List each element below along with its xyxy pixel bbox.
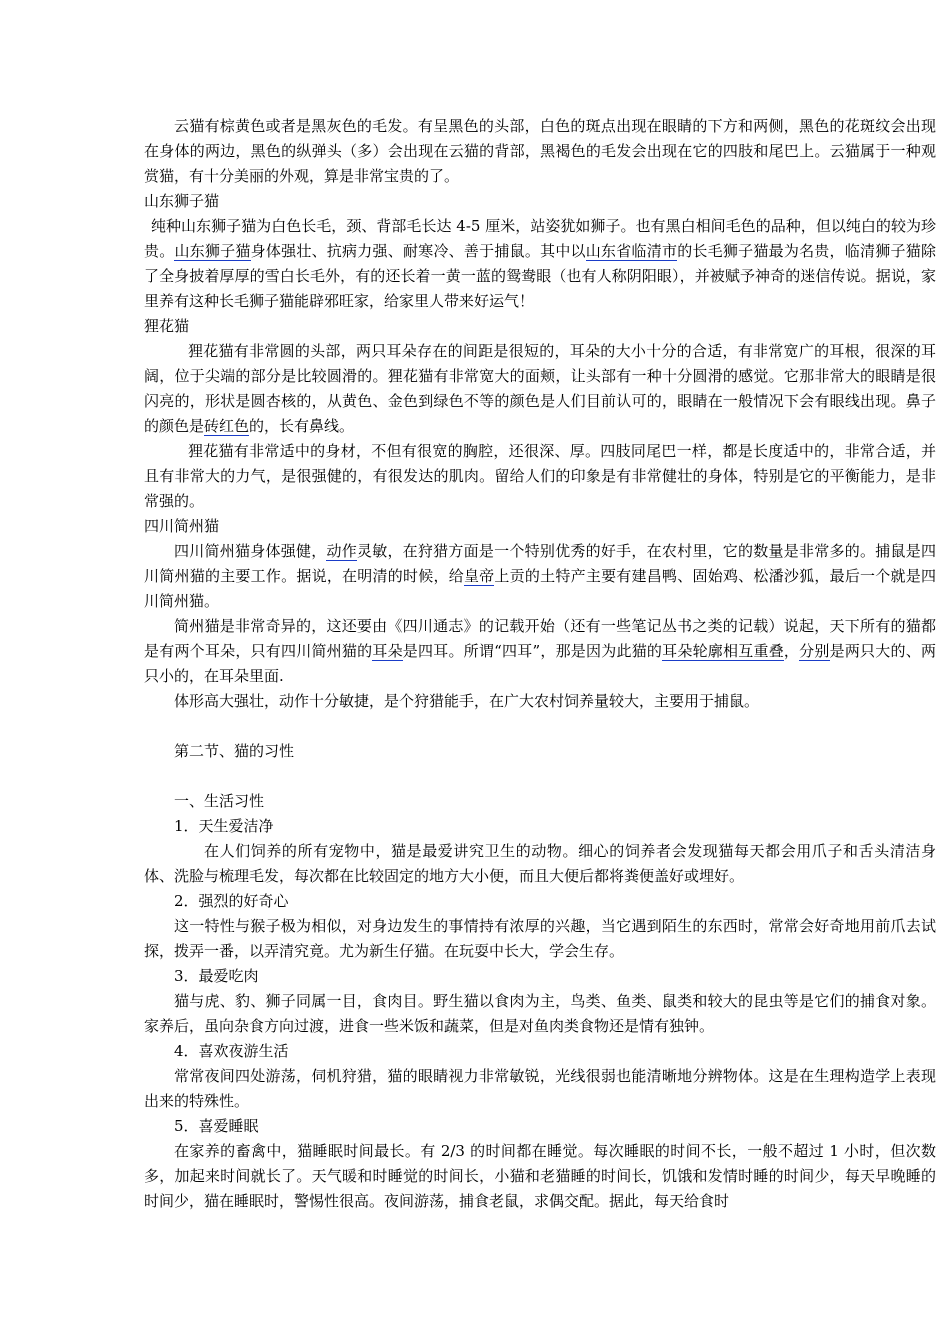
link-shandong-cat[interactable]: 山东狮子猫 — [174, 242, 251, 260]
link-emperor[interactable]: 皇帝 — [463, 567, 495, 585]
section2-subtitle: 一、生活习性 — [174, 792, 265, 810]
shandong-text-3: 的长毛狮子猫最为名贵，临清狮子猫除了全身披着厚厚的雪白长毛外，有的还长着一黄一蓝的鸳鸯眼（也有人称阴阳眼），并被赋予神奇的迷信传说。据说，家里养有这种长毛狮子猫能辟邪旺家，给家里人带来好运气！ — [144, 242, 936, 310]
habit-2-text: 这一特性与猴子极为相似，对身边发生的事情持有浓厚的兴趣，当它遇到陌生的东西时，常常会好奇地用前爪去试探，拨弄一番，以弄清究竟。尤为新生仔猫。在玩耍中长大，学会生存。 — [144, 917, 936, 960]
link-ear-outline-overlap[interactable]: 耳朵轮廓相互重叠 — [662, 642, 784, 660]
document-page — [144, 114, 936, 1214]
jianzhou-text-2d: 是两只大的、两只小的，在耳朵里面. — [144, 642, 936, 685]
shandong-text-2: 身体强壮、抗病力强、耐寒冷、善于捕鼠。其中以 — [250, 242, 586, 260]
lihua-paragraph-2: 狸花猫有非常适中的身材，不但有很宽的胸腔，还很深、厚。四肢同尾巴一样，都是长度适中的，非常合适，并且有非常大的力气，是很强健的，有很发达的肌肉。留给人们的印象是有非常健壮的身体，特别是它的平衡能力，是非常强的。 — [144, 442, 936, 510]
habit-4-label: 4．喜欢夜游生活 — [174, 1042, 289, 1060]
jianzhou-paragraph-2 — [144, 614, 936, 689]
shandong-heading: 山东狮子猫 — [144, 192, 220, 210]
yunmao-paragraph: 云猫有棕黄色或者是黑灰色的毛发。有呈黑色的头部，白色的斑点出现在眼睛的下方和两侧，黑色的花斑纹会出现在身体的两边，黑色的纵弹头（多）会出现在云猫的背部，黑褐色的毛发会出现在它的四肢和尾巴上。云猫属于一种观赏猫，有十分美丽的外观，算是非常宝贵的了。 — [144, 117, 936, 185]
habit-4-text: 常常夜间四处游荡，伺机狩猎，猫的眼睛视力非常敏锐，光线很弱也能清晰地分辨物体。这是在生理构造学上表现出来的特殊性。 — [144, 1067, 936, 1110]
jianzhou-paragraph-1 — [144, 539, 936, 614]
jianzhou-text-1c: 上贡的土特产主要有建昌鸭、固始鸡、松潘沙狐，最后一个就是四川简州猫。 — [144, 567, 936, 610]
link-action[interactable]: 动作 — [326, 542, 357, 560]
habit-1-label: 1．天生爱洁净 — [174, 817, 274, 835]
habit-1-text: 在人们饲养的所有宠物中，猫是最爱讲究卫生的动物。细心的饲养者会发现猫每天都会用爪子和舌头清洁身体、洗脸与梳理毛发，每次都在比较固定的地方大小便，而且大便后都将粪便盖好或埋好。 — [144, 842, 936, 885]
lihua-text-1a: 狸花猫有非常圆的头部，两只耳朵存在的间距是很短的，耳朵的大小十分的合适，有非常宽广的耳根，很深的耳阔，位于尖端的部分是比较圆滑的。狸花猫有非常宽大的面颊，让头部有一种十分圆滑的感觉。它那非常大的眼睛是很闪亮的，形状是圆杏核的，从黄色、金色到绿色不等的颜色是人们目前认可的，眼睛在一般情况下会有眼线出现。鼻子的颜色是 — [144, 342, 936, 435]
spacer — [144, 764, 936, 789]
jianzhou-text-1b: 灵敏，在狩猎方面是一个特别优秀的好手，在农村里，它的数量是非常多的。捕鼠是四川简州猫的主要工作。据说，在明清的时候，给 — [144, 542, 936, 585]
lihua-paragraph-1 — [144, 339, 936, 439]
habit-3-label: 3．最爱吃肉 — [174, 967, 259, 985]
habit-2-label: 2．强烈的好奇心 — [174, 892, 289, 910]
link-ears[interactable]: 耳朵 — [372, 642, 403, 660]
habit-5-label: 5．喜爱睡眠 — [174, 1117, 259, 1135]
jianzhou-text-1a: 四川简州猫身体强健， — [174, 542, 327, 560]
spacer — [144, 714, 936, 739]
habit-5-text: 在家养的畜禽中，猫睡眠时间最长。有 2/3 的时间都在睡觉。每次睡眠的时间不长，一般不超过 1 小时，但次数多，加起来时间就长了。天气暖和时睡觉的时间长，小猫和老猫睡的时间长，饥饿和发情时睡的时间少，每天早晚睡的时间少，猫在睡眠时，警惕性很高。夜间游荡，捕食老鼠，求偶交配。据此，每天给食时 — [144, 1142, 936, 1210]
lihua-heading: 狸花猫 — [144, 317, 190, 335]
jianzhou-text-2a: 简州猫是非常奇异的，这还要由《四川通志》的记载开始（还有一些笔记丛书之类的记载）说起，天下所有的猫都是有两个耳朵，只有四川简州猫的 — [144, 617, 936, 660]
shandong-paragraph — [144, 214, 936, 314]
jianzhou-text-2c: ， — [783, 642, 800, 660]
lihua-text-1b: 的，长有鼻线。 — [249, 417, 355, 435]
link-linqing-city[interactable]: 山东省临清市 — [585, 242, 678, 260]
jianzhou-paragraph-3: 体形高大强壮，动作十分敏捷，是个狩猎能手，在广大农村饲养量较大，主要用于捕鼠。 — [174, 692, 760, 710]
link-respectively[interactable]: 分别 — [799, 642, 830, 660]
shandong-text-1: 纯种山东狮子猫为白色长毛，颈、背部毛长达 4-5 厘米，站姿犹如狮子。也有黑白相间毛色的品种，但以纯白的较为珍贵。 — [144, 217, 936, 260]
jianzhou-heading: 四川简州猫 — [144, 517, 220, 535]
link-brick-red[interactable]: 砖红色 — [204, 417, 250, 435]
habit-3-text: 猫与虎、豹、狮子同属一目，食肉目。野生猫以食肉为主，鸟类、鱼类、鼠类和较大的昆虫等是它们的捕食对象。家养后，虽向杂食方向过渡，进食一些米饭和蔬菜，但是对鱼肉类食物还是情有独钟。 — [144, 992, 936, 1035]
section2-title: 第二节、猫的习性 — [174, 742, 295, 760]
jianzhou-text-2b: 是四耳。所谓“四耳”，那是因为此猫的 — [402, 642, 663, 660]
